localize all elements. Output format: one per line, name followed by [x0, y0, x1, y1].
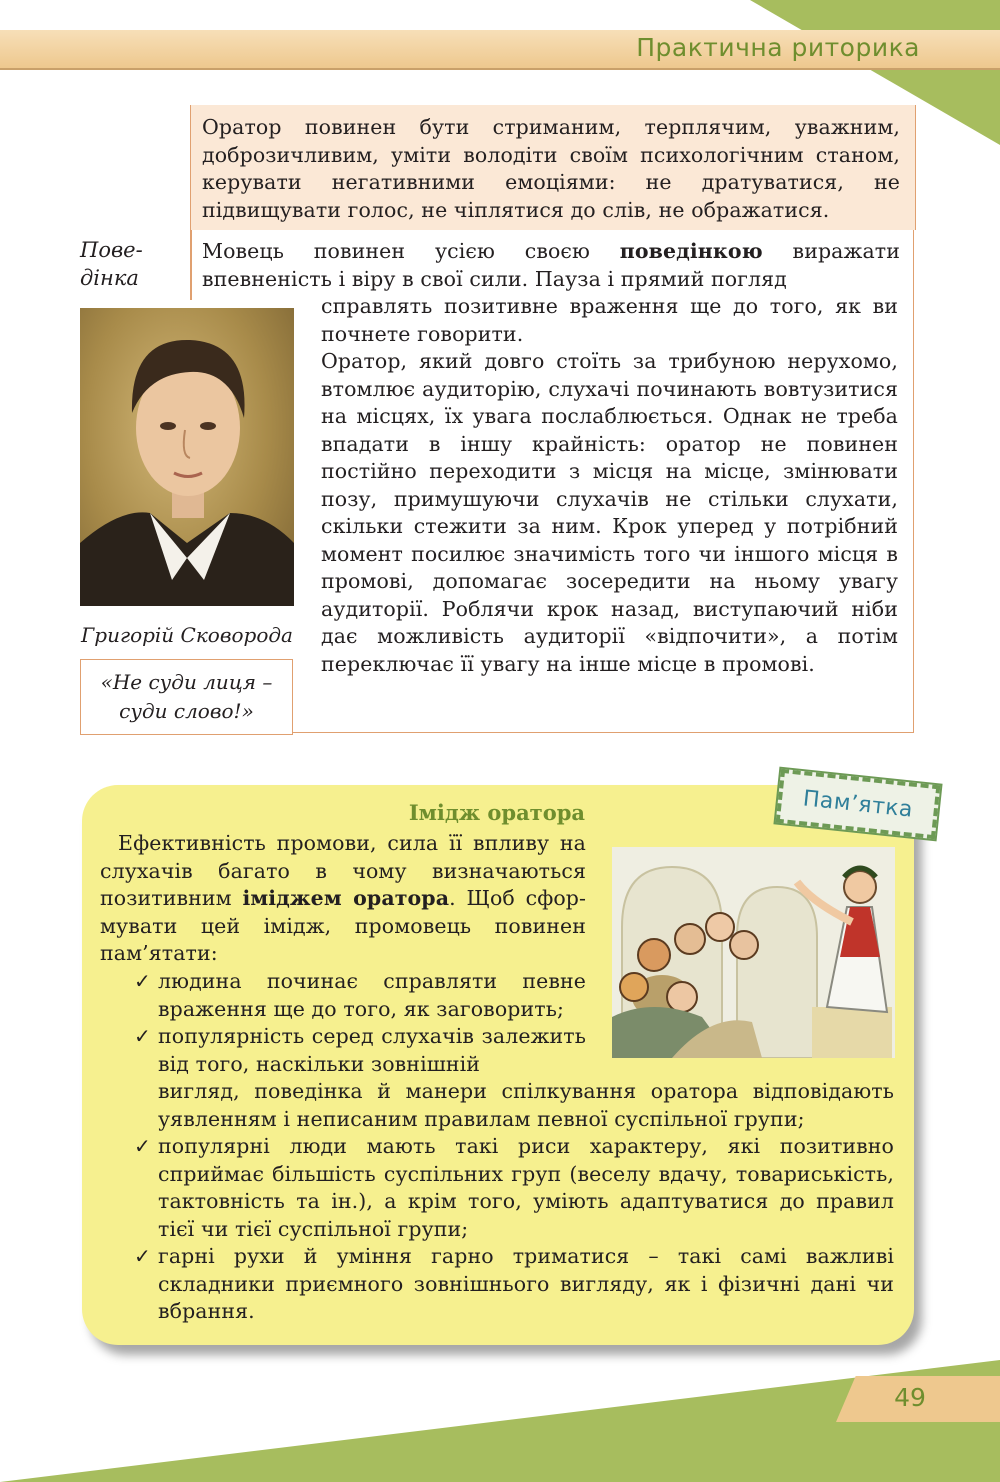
memo-heading: Імідж оратора — [408, 800, 585, 825]
check-icon: ✓ — [134, 1024, 151, 1048]
list-item: ✓ гарні рухи й уміння гарно триматися – такі самі важливі складники приємного зовнішнього вигляду, як і фізичні дані чи вбрання. — [134, 1244, 894, 1323]
behavior-paragraph-2: Оратор, який довго стоїть за трибуною нерухомо, втомлює аудиторію, слухачі починають вовтузитися на місцях, їх увага послаблюється. Однак не треба впадати в іншу крайність: оратор не повинен постійно переходити з місця на місце, змінювати позу, примушуючи слухачів не стільки слухати, скільки стежити за ним. Крок уперед у потрібний момент посилює значимість того чи іншого місця в промові, допомагає зосередити на ньому увагу аудиторії. Роблячи крок назад, виступаючий ніби дає можливість аудиторії «відпочити», а потім переключає її увагу на інше місце в промові. — [321, 349, 898, 676]
check-icon: ✓ — [134, 1244, 151, 1268]
portrait-drawing — [80, 308, 294, 606]
check-icon: ✓ — [134, 969, 151, 993]
behavior-paragraph-start: Мовець повинен усією своєю поведінкою виражати впевненість і віру в свої сили. Пауза і прямий погляд — [202, 239, 900, 291]
portrait-caption: Григорій Сковорода — [81, 623, 293, 647]
orator-illustration — [612, 847, 895, 1058]
frame-left-top — [190, 230, 192, 300]
frame-right — [913, 230, 915, 733]
memo-list-top — [124, 968, 586, 1078]
memo-keyword: іміджем оратора — [242, 886, 450, 910]
side-label-behavior: Пове- дінка — [80, 238, 143, 290]
portrait-image — [80, 308, 294, 606]
list-item: ✓ людина починає справляти певне враження ще до того, як заговорить; — [134, 969, 586, 1021]
list-item: ✓ популярні люди мають такі риси характеру, які позитивно сприймає більшість суспільних груп (веселу вдачу, товариськість, тактовність та ін.), а крім того, уміють адаптуватися до правил тієї чи тієї суспільної групи; — [134, 1134, 894, 1241]
memo-intro: Ефективність промови, сила її впливу на слухачів багато в чому визначаються позитивним іміджем оратора. Щоб сформувати цей імідж, промовець повинен пам’ятати: — [100, 831, 586, 965]
orator-drawing — [612, 847, 895, 1058]
quote-box: «Не суди лиця – суди слово!» — [80, 659, 293, 735]
intro-text: Оратор повинен бути стриманим, терплячим, уважним, доброзичливим, уміти володіти своїм психологічним станом, керувати негативними емоціями: не дратуватися, не підвищувати голос, не чіплятися до слів, не ображатися. — [202, 115, 900, 222]
check-icon: ✓ — [134, 1134, 151, 1158]
memo-list-bottom: вигляд, поведінка й манери спілкування оратора відповідають уявленням і неписаним правилам певної суспільної групи; ✓ популярні люди мають такі риси характеру, які позитивно сприймає більшість суспільних груп (веселу вдачу, товариськість, тактовність та ін.), а крім того, уміють адаптуватися до правил тієї чи тієї суспільної групи; ✓ гарні рухи й уміння гарно триматися – такі самі важливі складники приємного зовнішнього вигляду, як і фізичні дані чи вбрання. — [158, 1078, 894, 1326]
behavior-paragraph-rest: справлять позитивне враження ще до того, як ви почнете говорити. Оратор, який довго стоїть за трибуною нерухомо, втомлює аудиторію, слухачі починають вовтузитися на місцях, їх увага послаблюється. Однак не треба впадати в іншу крайність: оратор не повинен постійно переходити з місця на місце, змінювати позу, примушуючи слухачів не стільки слухати, скільки стежити за ним. Крок уперед у потрібний момент посилює значимість того чи іншого місця в промові, допомагає зосередити на ньому увагу аудиторії. Роблячи крок назад, виступаючий ніби дає можливість аудиторії «відпочити», а потім переключає її увагу на інше місце в промові. — [321, 293, 898, 678]
frame-bottom — [292, 732, 914, 734]
behavior-keyword: поведінкою — [619, 239, 763, 263]
memo-tag: Пам’ятка — [776, 769, 941, 839]
page-number: 49 — [894, 1383, 926, 1412]
section-title: Практична риторика — [636, 33, 920, 62]
list-item: ✓ популярність серед слухачів залежить від того, наскільки зовнішній — [134, 1024, 586, 1076]
